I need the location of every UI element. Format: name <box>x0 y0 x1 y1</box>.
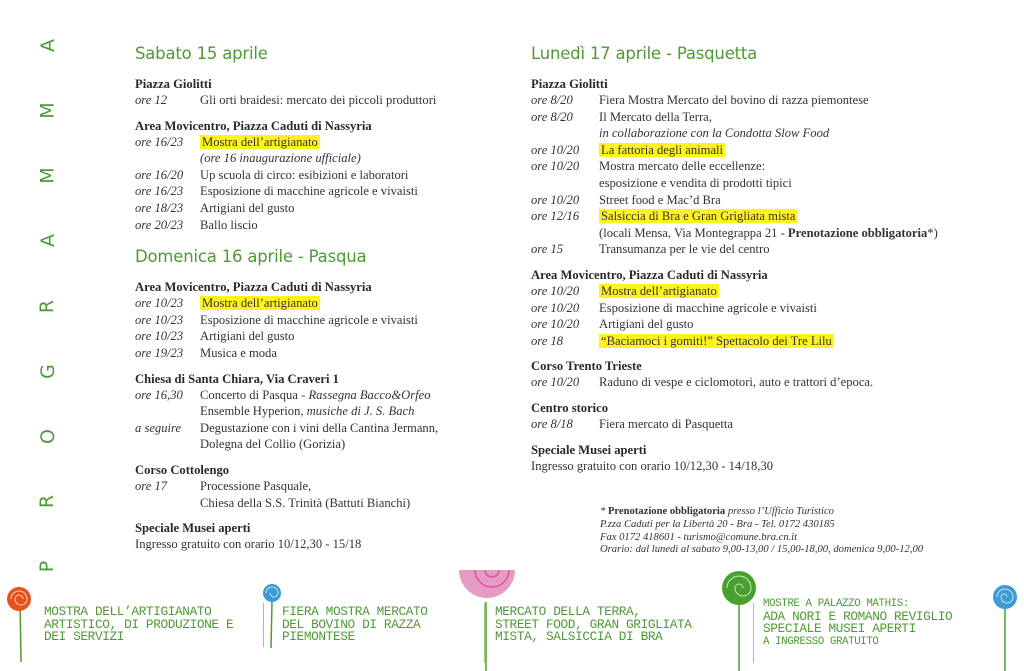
promo-line: SPECIALE MUSEI APERTI <box>763 621 916 637</box>
event-text: Processione Pasquale, <box>200 478 312 493</box>
event-text-highlighted: La fattoria degli animali <box>601 142 724 157</box>
event-row <box>135 387 515 420</box>
section-trento-trieste <box>531 359 1011 391</box>
note-address: P.zza Caduti per la Libertà 20 - Bra - Tel. 0172 430185 <box>600 518 835 530</box>
vertical-letter: R <box>36 299 59 313</box>
event-time: ore 10/23 <box>135 296 184 311</box>
event-time: ore 15 <box>531 242 564 257</box>
section-title: Corso Trento Trieste <box>531 359 642 374</box>
promo-line: MISTA, SALSICCIA DI BRA <box>495 629 663 645</box>
bottom-band <box>0 570 1024 671</box>
event-row <box>531 192 1011 209</box>
section-title: Speciale Musei aperti <box>531 442 647 457</box>
event-time: ore 19/23 <box>135 345 184 360</box>
event-time: ore 20/23 <box>135 217 184 232</box>
event-text: Esposizione di macchine agricole e vivaisti <box>599 300 817 315</box>
event-text: Raduno di vespe e ciclomotori, auto e trattori d’epoca. <box>599 375 874 390</box>
promo-line: ADA NORI E ROMANO REVIGLIO <box>763 608 953 624</box>
note-bold: Prenotazione obbligatoria <box>607 506 726 517</box>
event-text-italic: Rassegna Bacco&Orfeo <box>308 387 431 402</box>
event-time: ore 16/23 <box>135 134 184 149</box>
event-text: Artigiani del gusto <box>200 200 295 215</box>
event-text-line2: Dolegna del Collio (Gorizia) <box>200 437 346 452</box>
note-star: * <box>600 506 608 517</box>
event-text-highlighted: Mostra dell’artigianato <box>601 283 717 298</box>
promo-palazzo-mathis <box>763 598 952 648</box>
section-piazza-giolitti-mon <box>531 77 1011 258</box>
event-row <box>135 134 515 167</box>
section-title: Speciale Musei aperti <box>135 521 251 536</box>
event-text: Il Mercato della Terra, <box>599 109 712 124</box>
event-time: ore 12/16 <box>531 209 580 224</box>
event-time: ore 16,30 <box>135 387 183 402</box>
event-text: Transumanza per le vie del centro <box>599 242 770 257</box>
divider <box>753 603 754 663</box>
event-text: Gli orti braidesi: mercato dei piccoli produttori <box>200 93 437 107</box>
section-title: Corso Cottolengo <box>135 462 230 477</box>
event-text: Musica e moda <box>200 345 277 360</box>
event-text-bold: Prenotazione obbligatoria <box>787 225 928 240</box>
section-movicentro-sat <box>135 119 515 234</box>
event-time: ore 10/20 <box>531 300 580 315</box>
event-row <box>135 420 515 453</box>
event-row <box>135 328 515 345</box>
event-text: Mostra mercato delle eccellenze: <box>599 159 766 174</box>
note-contacts: Fax 0172 418601 - turismo@comune.bra.cn.it <box>600 531 798 543</box>
blue-flower-icon <box>263 584 281 648</box>
section-title: Area Movicentro, Piazza Caduti di Nassyria <box>135 280 372 295</box>
event-text: Esposizione di macchine agricole e vivaisti <box>200 184 418 199</box>
left-column <box>135 44 515 562</box>
promo-line: DEL BOVINO DI RAZZA <box>282 616 421 632</box>
section-movicentro-mon <box>531 268 1011 349</box>
blue-flower-right-icon <box>993 585 1017 671</box>
event-text-highlighted: “Baciamoci i gomiti!” Spettacolo dei Tre Lilu <box>601 333 832 348</box>
event-row <box>531 374 1011 391</box>
event-row <box>531 241 1011 258</box>
event-row <box>135 167 515 184</box>
section-musei-sun <box>135 521 515 552</box>
day-title-saturday: Sabato 15 aprile <box>135 44 268 63</box>
musei-hours: Ingresso gratuito con orario 10/12,30 - 15/18 <box>135 537 362 552</box>
event-time: a seguire <box>135 420 182 435</box>
orange-flower-icon <box>7 587 31 662</box>
section-piazza-giolitti-sat <box>135 77 515 109</box>
event-text-end: *) <box>927 225 938 240</box>
event-time: ore 8/20 <box>531 109 573 124</box>
section-cottolengo <box>135 463 515 511</box>
event-note: in collaborazione con la Condotta Slow Food <box>599 126 830 141</box>
vertical-letter: O <box>36 428 59 444</box>
section-santa-chiara <box>135 372 515 453</box>
event-time: ore 17 <box>135 478 168 493</box>
event-row <box>531 333 1011 350</box>
event-row <box>531 142 1011 159</box>
event-time: ore 18 <box>531 333 564 348</box>
note-line1: presso l’Ufficio Turistico <box>725 506 834 517</box>
event-row <box>135 478 515 511</box>
event-time: ore 8/20 <box>531 93 573 107</box>
promo-line: A INGRESSO GRATUITO <box>763 635 879 648</box>
vertical-letter: G <box>36 363 59 379</box>
event-text-highlighted: Mostra dell’artigianato <box>202 296 318 311</box>
event-text-line2: Chiesa della S.S. Trinità (Battuti Bianchi) <box>200 495 411 510</box>
divider <box>484 603 485 663</box>
section-title: Centro storico <box>531 400 609 415</box>
event-time: ore 10/20 <box>531 142 580 157</box>
day-title-monday: Lunedì 17 aprile - Pasquetta <box>531 44 758 63</box>
day-title-sunday: Domenica 16 aprile - Pasqua <box>135 247 367 267</box>
event-text: Fiera Mostra Mercato del bovino di razza piemontese <box>599 93 869 107</box>
event-row <box>531 283 1011 300</box>
event-text: Degustazione con i vini della Cantina Jermann, <box>200 420 439 435</box>
section-movicentro-sun <box>135 280 515 361</box>
event-text-highlighted: Salsiccia di Bra e Gran Grigliata mista <box>601 209 796 224</box>
event-time: ore 10/20 <box>531 159 580 174</box>
promo-line: MERCATO DELLA TERRA, <box>495 604 641 619</box>
event-row <box>531 300 1011 317</box>
event-row <box>531 416 1011 433</box>
note-hours: Orario: dal lunedì al sabato 9,00-13,00 / 15,00-18,00, domenica 9,00-12,00 <box>600 544 924 556</box>
event-row <box>135 200 515 217</box>
green-flower-icon <box>722 571 756 671</box>
event-row <box>135 217 515 234</box>
event-time: ore 10/20 <box>531 283 580 298</box>
section-centro-storico <box>531 401 1011 433</box>
event-row <box>135 312 515 329</box>
divider <box>263 603 264 647</box>
event-time: ore 18/23 <box>135 200 184 215</box>
right-column <box>531 44 1011 484</box>
vertical-letter: M <box>36 167 59 184</box>
event-time: ore 10/23 <box>135 312 184 327</box>
vertical-letter: A <box>36 234 59 248</box>
event-row <box>531 208 1011 241</box>
event-row <box>531 316 1011 333</box>
section-title: Piazza Giolitti <box>135 77 212 91</box>
event-time: ore 16/23 <box>135 184 184 199</box>
event-time: ore 12 <box>135 93 168 107</box>
event-time: ore 10/20 <box>531 317 580 332</box>
event-text: Ballo liscio <box>200 217 258 232</box>
event-row <box>135 92 515 109</box>
promo-line: MOSTRE A PALAZZO MATHIS: <box>763 598 909 610</box>
vertical-letter: M <box>36 102 59 119</box>
musei-hours: Ingresso gratuito con orario 10/12,30 - 14/18,30 <box>531 458 774 473</box>
event-row <box>135 183 515 200</box>
promo-line: FIERA MOSTRA MERCATO <box>282 604 428 619</box>
event-text-line2: esposizione e vendita di prodotti tipici <box>599 175 792 190</box>
promo-line: MOSTRA DELL’ARTIGIANATO <box>44 604 212 619</box>
section-title: Area Movicentro, Piazza Caduti di Nassyria <box>531 267 768 282</box>
event-text-italic: musiche di J. S. Bach <box>306 404 415 419</box>
vertical-letter: R <box>36 494 59 508</box>
event-row <box>135 295 515 312</box>
promo-bovino <box>282 606 428 644</box>
section-title: Area Movicentro, Piazza Caduti di Nassyria <box>135 118 372 133</box>
event-text: Esposizione di macchine agricole e vivaisti <box>200 312 418 327</box>
event-row <box>531 109 1011 142</box>
event-text: Artigiani del gusto <box>599 317 694 332</box>
event-text: Concerto di Pasqua - <box>200 387 309 402</box>
section-title: Chiesa di Santa Chiara, Via Craveri 1 <box>135 371 339 386</box>
event-text-line2: (locali Mensa, Via Montegrappa 21 - <box>599 225 788 240</box>
event-row <box>531 158 1011 191</box>
booking-note <box>600 506 923 557</box>
vertical-letter: P <box>36 560 59 573</box>
event-time: ore 10/23 <box>135 329 184 344</box>
event-note: (ore 16 inaugurazione ufficiale) <box>200 151 361 166</box>
event-text-line2: Ensemble Hyperion, <box>200 404 307 419</box>
promo-line: DEI SERVIZI <box>44 629 125 645</box>
vertical-letter: A <box>36 39 59 52</box>
promo-line: ARTISTICO, DI PRODUZIONE E <box>44 616 234 632</box>
event-time: ore 10/20 <box>531 375 580 390</box>
promo-artigianato <box>44 606 233 644</box>
promo-line: STREET FOOD, GRAN GRIGLIATA <box>495 616 692 632</box>
section-title: Piazza Giolitti <box>531 77 608 91</box>
event-text: Artigiani del gusto <box>200 329 295 344</box>
event-text: Fiera mercato di Pasquetta <box>599 416 733 431</box>
event-row <box>531 92 1011 109</box>
event-text: Up scuola di circo: esibizioni e laboratori <box>200 167 409 182</box>
section-musei-mon <box>531 443 1011 474</box>
event-time: ore 8/18 <box>531 416 573 431</box>
event-text: Street food e Mac’d Bra <box>599 192 721 207</box>
promo-line: PIEMONTESE <box>282 629 355 645</box>
event-time: ore 16/20 <box>135 167 184 182</box>
promo-mercato-terra <box>495 606 692 644</box>
event-text-highlighted: Mostra dell’artigianato <box>202 134 318 149</box>
event-row <box>135 345 515 362</box>
vertical-title <box>36 36 60 576</box>
event-time: ore 10/20 <box>531 192 580 207</box>
